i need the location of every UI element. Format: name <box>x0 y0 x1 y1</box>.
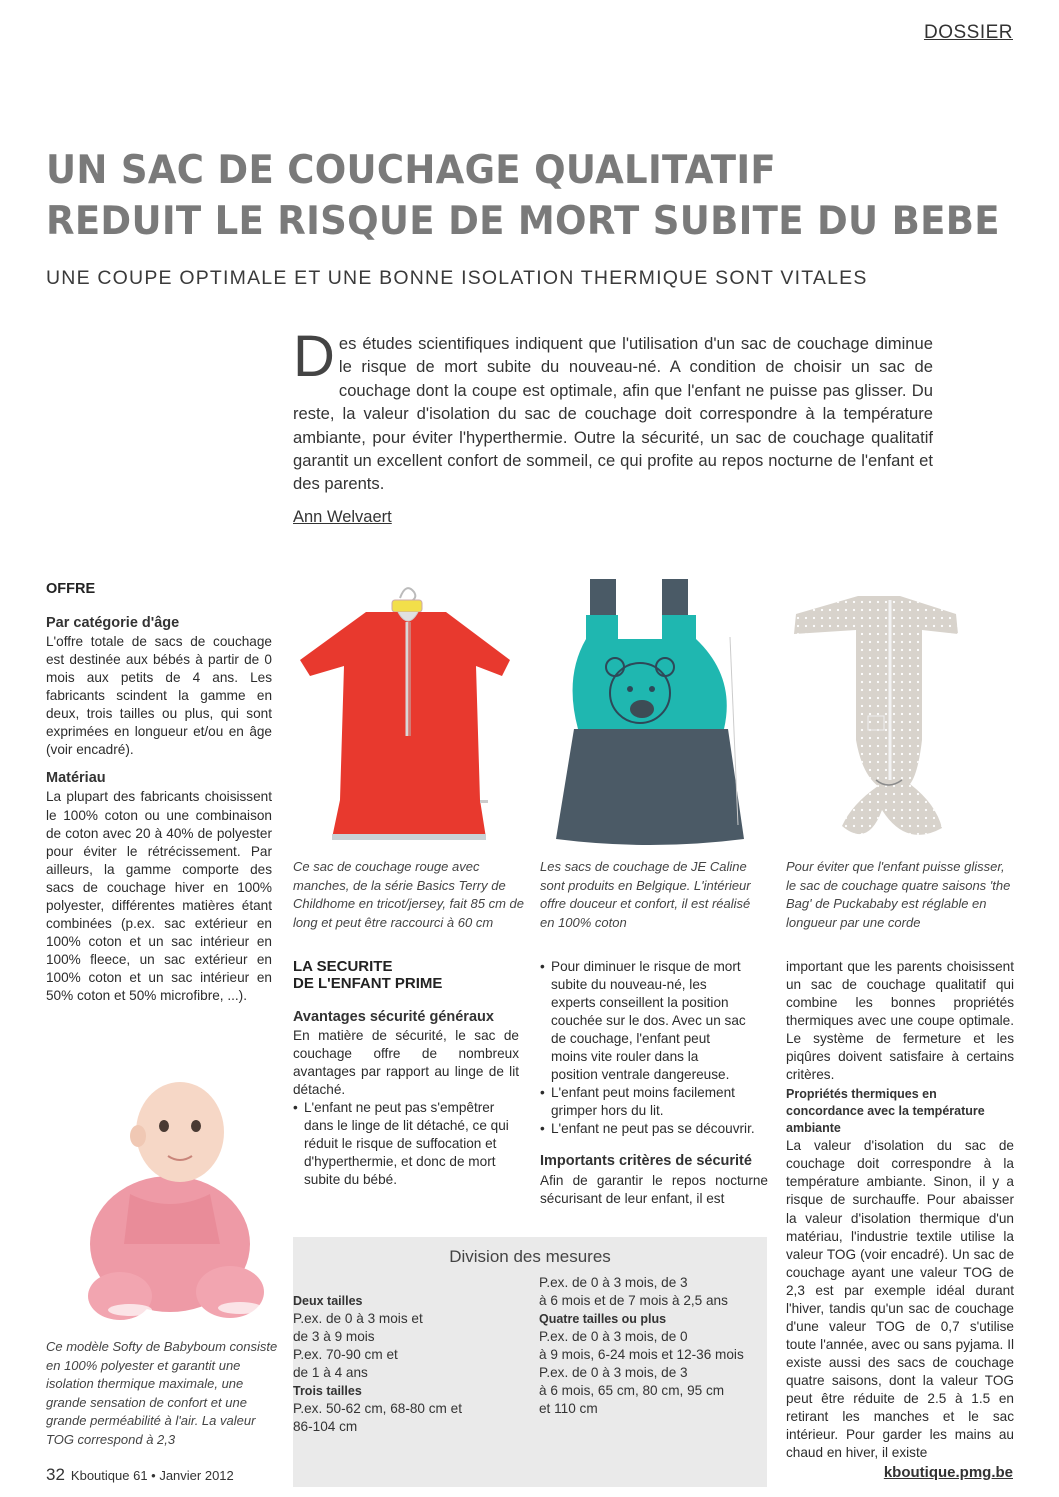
material-text: La plupart des fabricants choisissent le 100% coton ou une combinaison de coton avec 20 à 40% de polyester pour éviter le rétrécissement. Par ailleurs, la gamme comporte des sacs de couchage hiver en 100% polyester, différentes matières étant combinées (p.ex. sac extérieur en 100% coton et un sac intérieur en 100% fleece, un sac extérieur en 100% coton et un sac intérieur en 50% coton et 50% microfibre, ...). <box>46 789 272 1003</box>
right-column-text-1: important que les parents choisissent un sac de couchage qualitatif qui combine les bonnes propriétés thermiques avec une coupe optimale. Le système de fermeture et les piqûres doivent satisfaire à certains critères. <box>786 959 1014 1083</box>
three-sizes-heading: Trois tailles <box>293 1384 362 1398</box>
size-line: de 1 à 4 ans <box>293 1365 368 1380</box>
size-division-col-2 <box>539 1274 744 1418</box>
teal-sleeping-bag-image <box>546 577 751 847</box>
general-advantages-heading: Avantages sécurité généraux <box>293 1009 494 1025</box>
bullet-item: • Pour diminuer le risque de mort subite du nouveau-né, les experts conseillent la position couchée sur le dos. Avec un sac de couchage, l'enfant peut moins vite rouler dans la position ventrale dangereuse. <box>540 958 768 1084</box>
page-number: 32 <box>46 1465 65 1484</box>
safety-criteria-text: Afin de garantir le repos nocturne sécurisant de leur enfant, il est <box>540 1172 768 1206</box>
red-bag-caption: Ce sac de couchage rouge avec manches, de la série Basics Terry de Childhome en tricot/jersey, fait 85 cm de long et peut être raccourci à 60 cm <box>293 859 524 930</box>
size-line: P.ex. de 0 à 3 mois, de 0 <box>539 1329 688 1344</box>
article-intro <box>293 324 933 496</box>
size-division-col-1 <box>293 1292 462 1436</box>
right-column-text-2: La valeur d'isolation du sac de couchage doit correspondre à la température ambiante. Sinon, il y a risque de surchauffe. Pour abaisser la valeur d'isolation thermique d'un matériau, l'industrie textile utilise la valeur TOG (voir encadré). Un sac de couchage ayant une valeur TOG de 2,3 est par exemple idéal durant l'hiver, tandis qu'un sac de couchage d'une valeur TOG de 0,7 s'utilise toute l'année, avec ou sans pyjama. Il existe aussi des sacs de couchage quatre saisons, dont la valeur TOG peut être réduite de 2.5 à 1.5 en retirant les manches et le sac intérieur. Pour garder les mains au chaud en hiver, il existe <box>786 1138 1014 1461</box>
article-subtitle: UNE COUPE OPTIMALE ET UNE BONNE ISOLATION THERMIQUE SONT VITALES <box>46 267 868 289</box>
size-division-title: Division des mesures <box>449 1247 611 1266</box>
grey-sleeping-bag-image <box>786 590 966 852</box>
title-line-1: UN SAC DE COUCHAGE QUALITATIF <box>46 148 777 193</box>
securite-heading <box>293 958 519 992</box>
red-sleeping-bag-image <box>296 578 518 846</box>
general-advantages-text: En matière de sécurité, le sac de couchage offre de nombreux avantages par rapport au linge de lit détaché. <box>293 1028 519 1098</box>
bullet-item: • L'enfant peut moins facilement grimper hors du lit. <box>540 1084 768 1120</box>
size-division-box <box>293 1237 767 1487</box>
intro-text: es études scientifiques indiquent que l'utilisation d'un sac de couchage diminue le risque de mort subite du nouveau-né. A condition de choisir un sac de couchage dont la coupe est optimale, afin que l'enfant ne puisse pas glisser. Du reste, la valeur d'isolation du sac de couchage doit correspondre à la température ambiante, pour éviter l'hyperthermie. Outre la sécurité, un sac de couchage qualitatif garantit un excellent confort de sommeil, ce qui profite au repos nocturne de l'enfant et des parents. <box>293 334 933 494</box>
size-line: à 9 mois, 6-24 mois et 12-36 mois <box>539 1347 744 1362</box>
author-byline: Ann Welvaert <box>293 508 392 526</box>
safety-bullets-right <box>540 958 768 1138</box>
safety-bullets-left <box>293 1099 519 1189</box>
section-label: DOSSIER <box>923 22 1013 43</box>
four-sizes-heading: Quatre tailles ou plus <box>539 1312 667 1326</box>
size-line: à 6 mois et de 7 mois à 2,5 ans <box>539 1293 728 1308</box>
size-line: P.ex. 50-62 cm, 68-80 cm et <box>293 1401 462 1416</box>
two-sizes-heading: Deux tailles <box>293 1294 363 1308</box>
baby-caption: Ce modèle Softy de Babyboum consiste en 100% polyester et garantit une isolation thermique maximale, une grande sensation de confort et une grande perméabilité à l'air. La valeur TOG correspond à 2,3 <box>46 1339 278 1447</box>
safety-column-right <box>540 958 768 1208</box>
bullet-item: • L'enfant ne peut pas se découvrir. <box>540 1120 768 1138</box>
size-line: P.ex. de 0 à 3 mois et <box>293 1311 423 1326</box>
title-line-2: REDUIT LE RISQUE DE MORT SUBITE DU BEBE <box>46 199 1000 244</box>
issue-label: Kboutique 61 • Janvier 2012 <box>70 1468 234 1483</box>
safety-criteria-heading: Importants critères de sécurité <box>540 1153 752 1170</box>
grey-bag-caption: Pour éviter que l'enfant puisse glisser, le sac de couchage quatre saisons 'the Bag' de Puckababy est réglable en longueur par une corde <box>786 859 1011 930</box>
teal-bag-caption: Les sacs de couchage de JE Caline sont produits en Belgique. L'intérieur offre douceur et confort, il est réalisé en 100% coton <box>540 859 751 930</box>
age-text: L'offre totale de sacs de couchage est destinée aux bébés à partir de 0 mois aux petits de 4 ans. Les fabricants scindent la gamme en deux, trois tailles ou plus, qui sont exprimées en longueur et/ou en âge (voir encadré). <box>46 634 272 758</box>
footer-issue-info <box>46 1465 234 1485</box>
size-line: P.ex. 70-90 cm et <box>293 1347 398 1362</box>
website-link[interactable]: kboutique.pmg.be <box>883 1464 1013 1481</box>
article-title <box>46 145 1000 247</box>
right-text-column <box>786 958 1014 1462</box>
size-line: de 3 à 9 mois <box>293 1329 375 1344</box>
securite-heading-line-1: LA SECURITE <box>293 958 393 975</box>
baby-photo <box>70 1064 270 1336</box>
material-heading: Matériau <box>46 770 106 787</box>
size-line: P.ex. de 0 à 3 mois, de 3 <box>539 1365 688 1380</box>
drop-cap: D <box>293 324 335 389</box>
size-line: P.ex. de 0 à 3 mois, de 3 <box>539 1275 688 1290</box>
thermal-properties-heading: Propriétés thermiques en concordance avec la température ambiante <box>786 1087 985 1136</box>
size-line: à 6 mois, 65 cm, 80 cm, 95 cm <box>539 1383 725 1398</box>
offre-heading: OFFRE <box>46 581 96 597</box>
securite-column <box>293 958 519 1189</box>
bullet-item: • L'enfant ne peut pas s'empêtrer dans le linge de lit détaché, ce qui réduit le risque de suffocation et d'hyperthermie, et donc de mort subite du bébé. <box>293 1099 519 1189</box>
age-heading: Par catégorie d'âge <box>46 615 180 632</box>
size-line: et 110 cm <box>539 1401 598 1416</box>
size-line: 86-104 cm <box>293 1419 358 1434</box>
offre-column <box>46 580 272 1005</box>
securite-heading-line-2: DE L'ENFANT PRIME <box>293 975 443 992</box>
